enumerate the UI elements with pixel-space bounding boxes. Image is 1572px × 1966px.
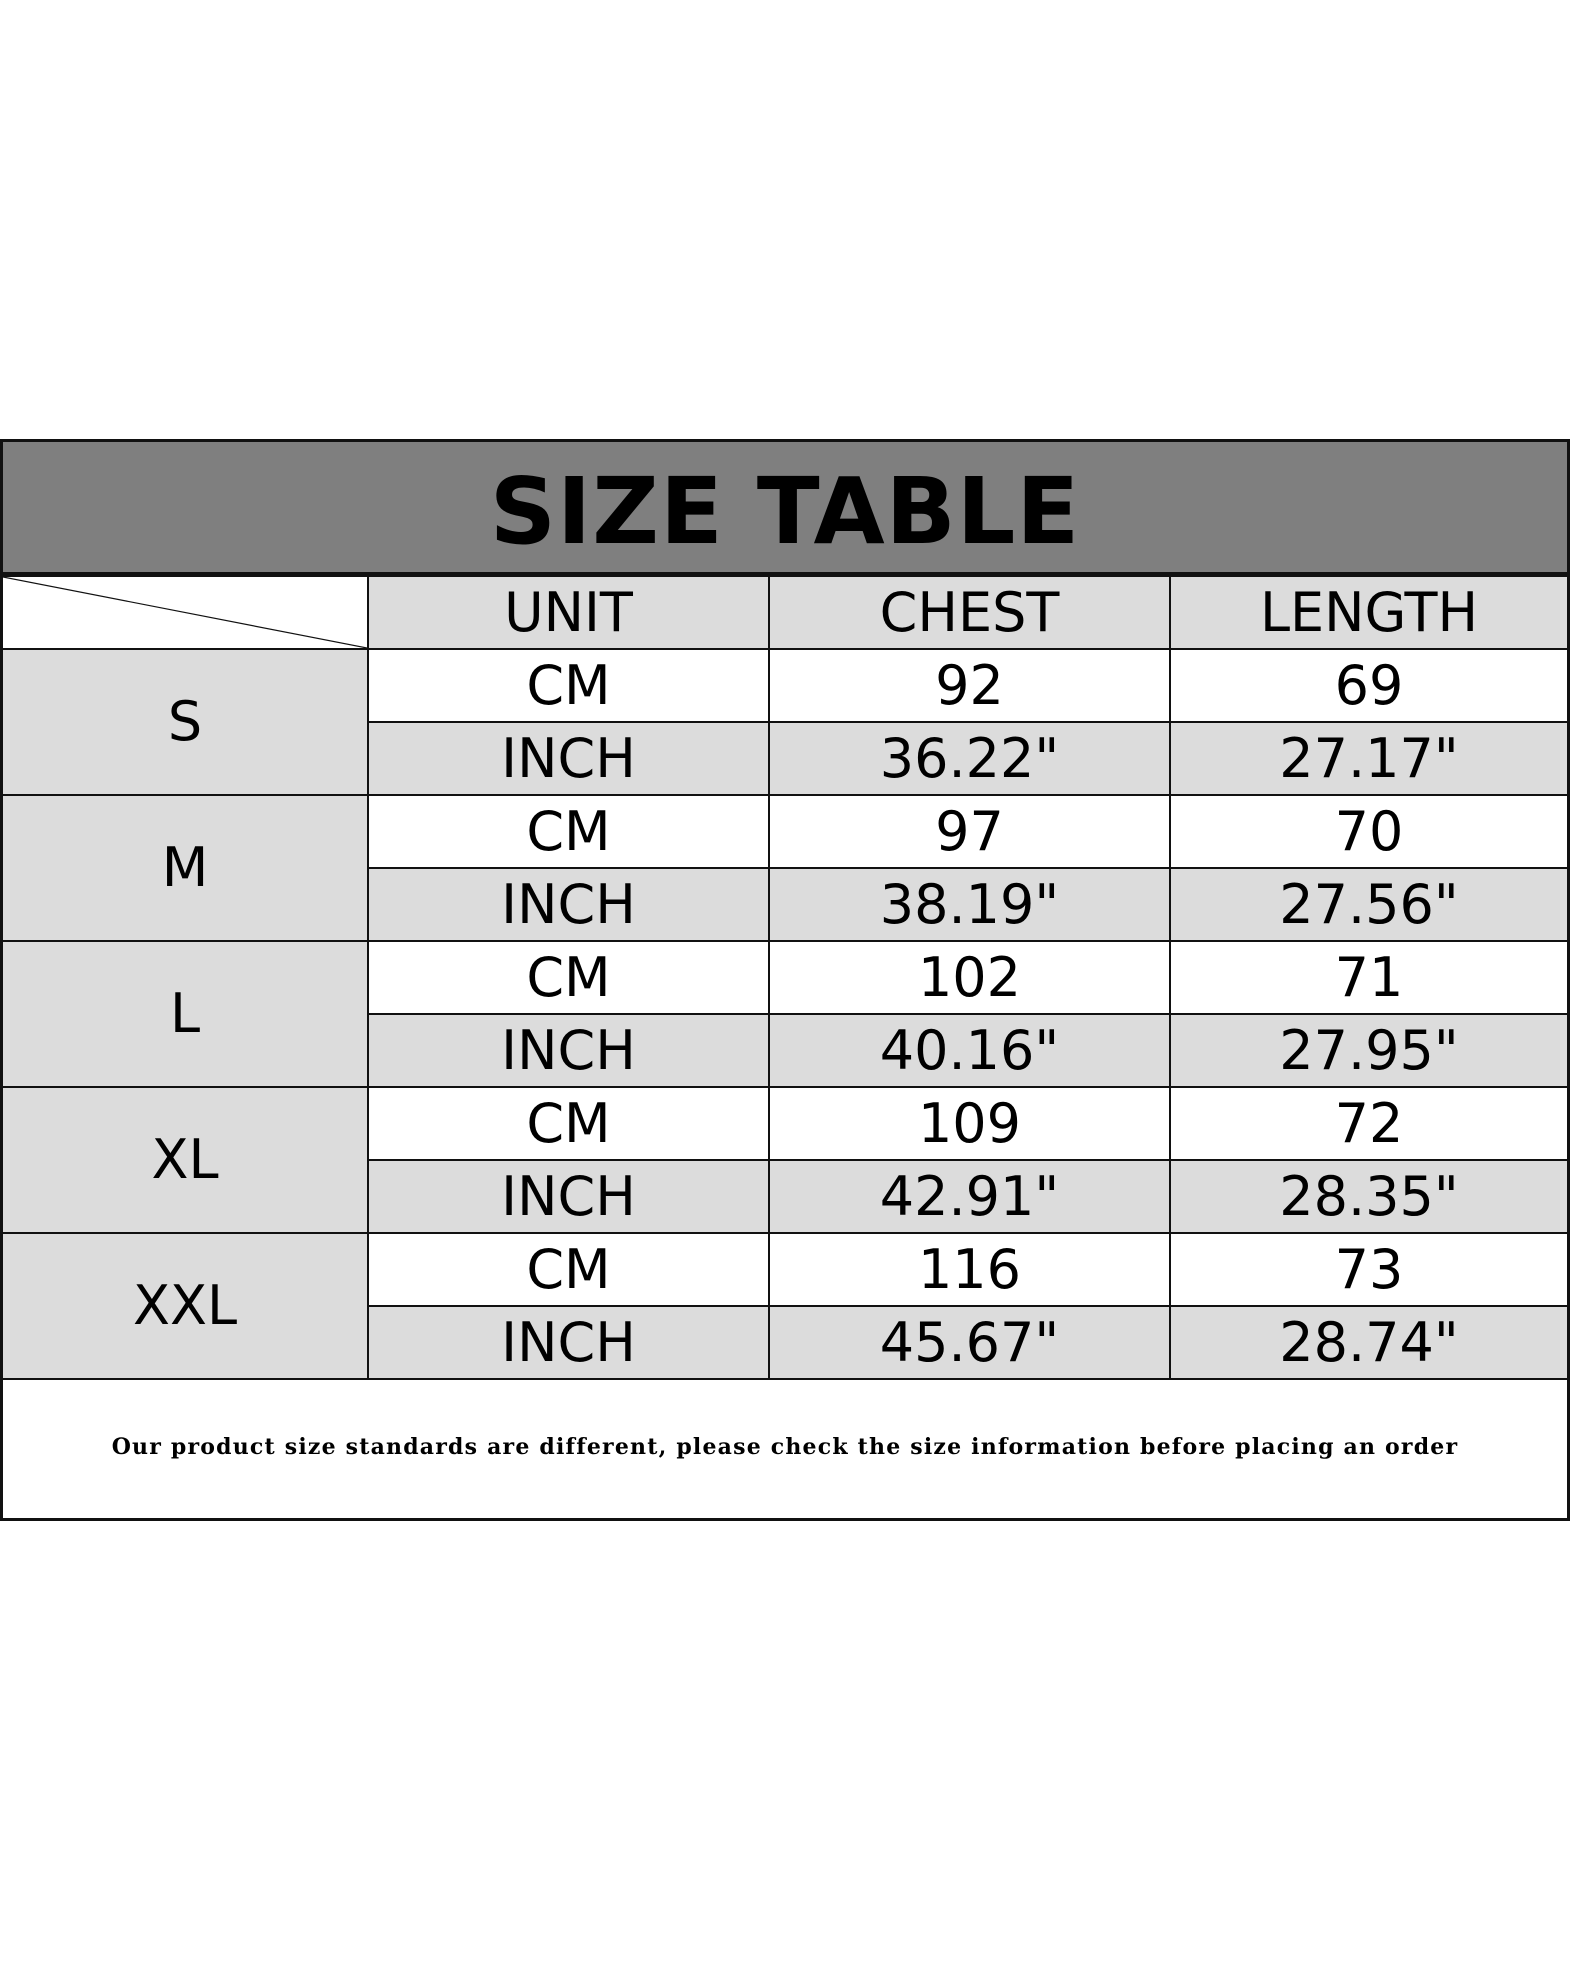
corner-cell — [3, 576, 368, 649]
length-cell: 27.95" — [1170, 1014, 1567, 1087]
chest-cell: 36.22" — [769, 722, 1170, 795]
unit-cell: CM — [368, 649, 769, 722]
table-row — [3, 941, 1567, 1014]
unit-cell: CM — [368, 1233, 769, 1306]
table-row — [3, 649, 1567, 722]
length-cell: 72 — [1170, 1087, 1567, 1160]
unit-cell: INCH — [368, 722, 769, 795]
unit-cell: CM — [368, 795, 769, 868]
size-chart — [0, 439, 1570, 1521]
column-header-chest: CHEST — [769, 576, 1170, 649]
chest-cell: 40.16" — [769, 1014, 1170, 1087]
chest-cell: 116 — [769, 1233, 1170, 1306]
size-label: XL — [3, 1087, 368, 1233]
length-cell: 27.56" — [1170, 868, 1567, 941]
length-cell: 73 — [1170, 1233, 1567, 1306]
size-label: S — [3, 649, 368, 795]
chest-cell: 92 — [769, 649, 1170, 722]
chest-cell: 38.19" — [769, 868, 1170, 941]
column-header-unit: UNIT — [368, 576, 769, 649]
chest-cell: 45.67" — [769, 1306, 1170, 1379]
size-table — [3, 575, 1567, 1380]
size-label: M — [3, 795, 368, 941]
unit-cell: INCH — [368, 1014, 769, 1087]
diagonal-divider — [3, 577, 367, 648]
table-row — [3, 1087, 1567, 1160]
chest-cell: 109 — [769, 1087, 1170, 1160]
length-cell: 28.74" — [1170, 1306, 1567, 1379]
note-area — [3, 1375, 1567, 1518]
length-cell: 70 — [1170, 795, 1567, 868]
size-label: XXL — [3, 1233, 368, 1379]
size-label: L — [3, 941, 368, 1087]
length-cell: 27.17" — [1170, 722, 1567, 795]
header-row — [3, 576, 1567, 649]
chest-cell: 42.91" — [769, 1160, 1170, 1233]
unit-cell: INCH — [368, 868, 769, 941]
title-bar — [3, 442, 1567, 575]
unit-cell: INCH — [368, 1160, 769, 1233]
table-row — [3, 795, 1567, 868]
length-cell: 69 — [1170, 649, 1567, 722]
column-header-length: LENGTH — [1170, 576, 1567, 649]
table-row — [3, 1233, 1567, 1306]
length-cell: 28.35" — [1170, 1160, 1567, 1233]
unit-cell: CM — [368, 941, 769, 1014]
size-note: Our product size standards are different, please check the size information before placing an order — [111, 1433, 1459, 1460]
chest-cell: 97 — [769, 795, 1170, 868]
page-title: SIZE TABLE — [489, 458, 1081, 565]
chest-cell: 102 — [769, 941, 1170, 1014]
unit-cell: CM — [368, 1087, 769, 1160]
length-cell: 71 — [1170, 941, 1567, 1014]
unit-cell: INCH — [368, 1306, 769, 1379]
